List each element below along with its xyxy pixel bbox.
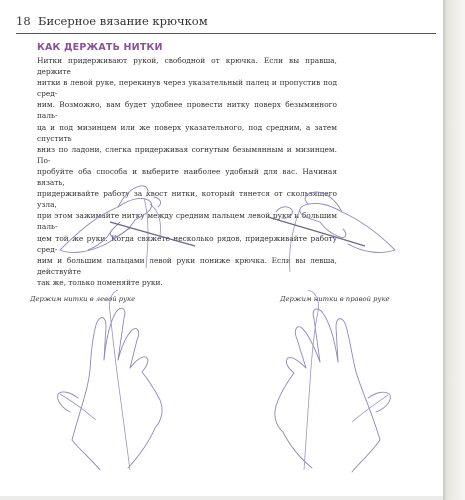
body-line: ним и большим пальцами левой руки пониже крючка. Если вы левша, действуйте [37, 255, 337, 276]
header-divider [16, 33, 436, 34]
illustration-bottom-left-hand [58, 290, 162, 470]
body-line: пробуйте оба способа и выберите наиболее удобный для вас. Начиная вязать, [37, 166, 337, 188]
page-number: 18 [16, 14, 31, 28]
body-paragraph [37, 55, 337, 288]
running-header [16, 14, 436, 34]
body-line: ца и под мизинцем или же поверх указательного, под средним, а затем спустить [37, 122, 337, 143]
body-line: ним. Возможно, вам будет удобнее провести нитку поверх безымянного паль- [37, 100, 337, 121]
caption-left-hand: Держим нитки в левой руке [30, 295, 136, 303]
body-line: вниз по ладони, слегка придерживая согнутым безымянным и мизинцем. По- [37, 144, 337, 165]
body-line: придерживайте работу за хвост нитки, который тянется от скользящего узла, [37, 189, 337, 210]
body-line: цем той же руки. Когда свяжете несколько рядов, придерживайте работу сред- [37, 233, 337, 254]
page-bottom-edge [0, 496, 445, 500]
illustration-bottom-right-hand [275, 290, 390, 472]
caption-right-hand: Держим нитки в правой руке [280, 295, 390, 303]
section-heading: КАК ДЕРЖАТЬ НИТКИ [37, 42, 163, 53]
body-line: так же, только поменяйте руки. [37, 277, 163, 287]
body-line: при этом зажимайте нитку между средним пальцем левой руки и большим паль- [37, 211, 337, 232]
body-line: Нитки придерживают рукой, свободной от крючка. Если вы правша, держите [37, 56, 337, 77]
body-line: нитки в левой руке, перекинув через указательный палец и пропустив под сред- [37, 78, 337, 99]
book-title: Бисерное вязание крючком [38, 14, 208, 28]
book-spine-edge [443, 0, 465, 500]
